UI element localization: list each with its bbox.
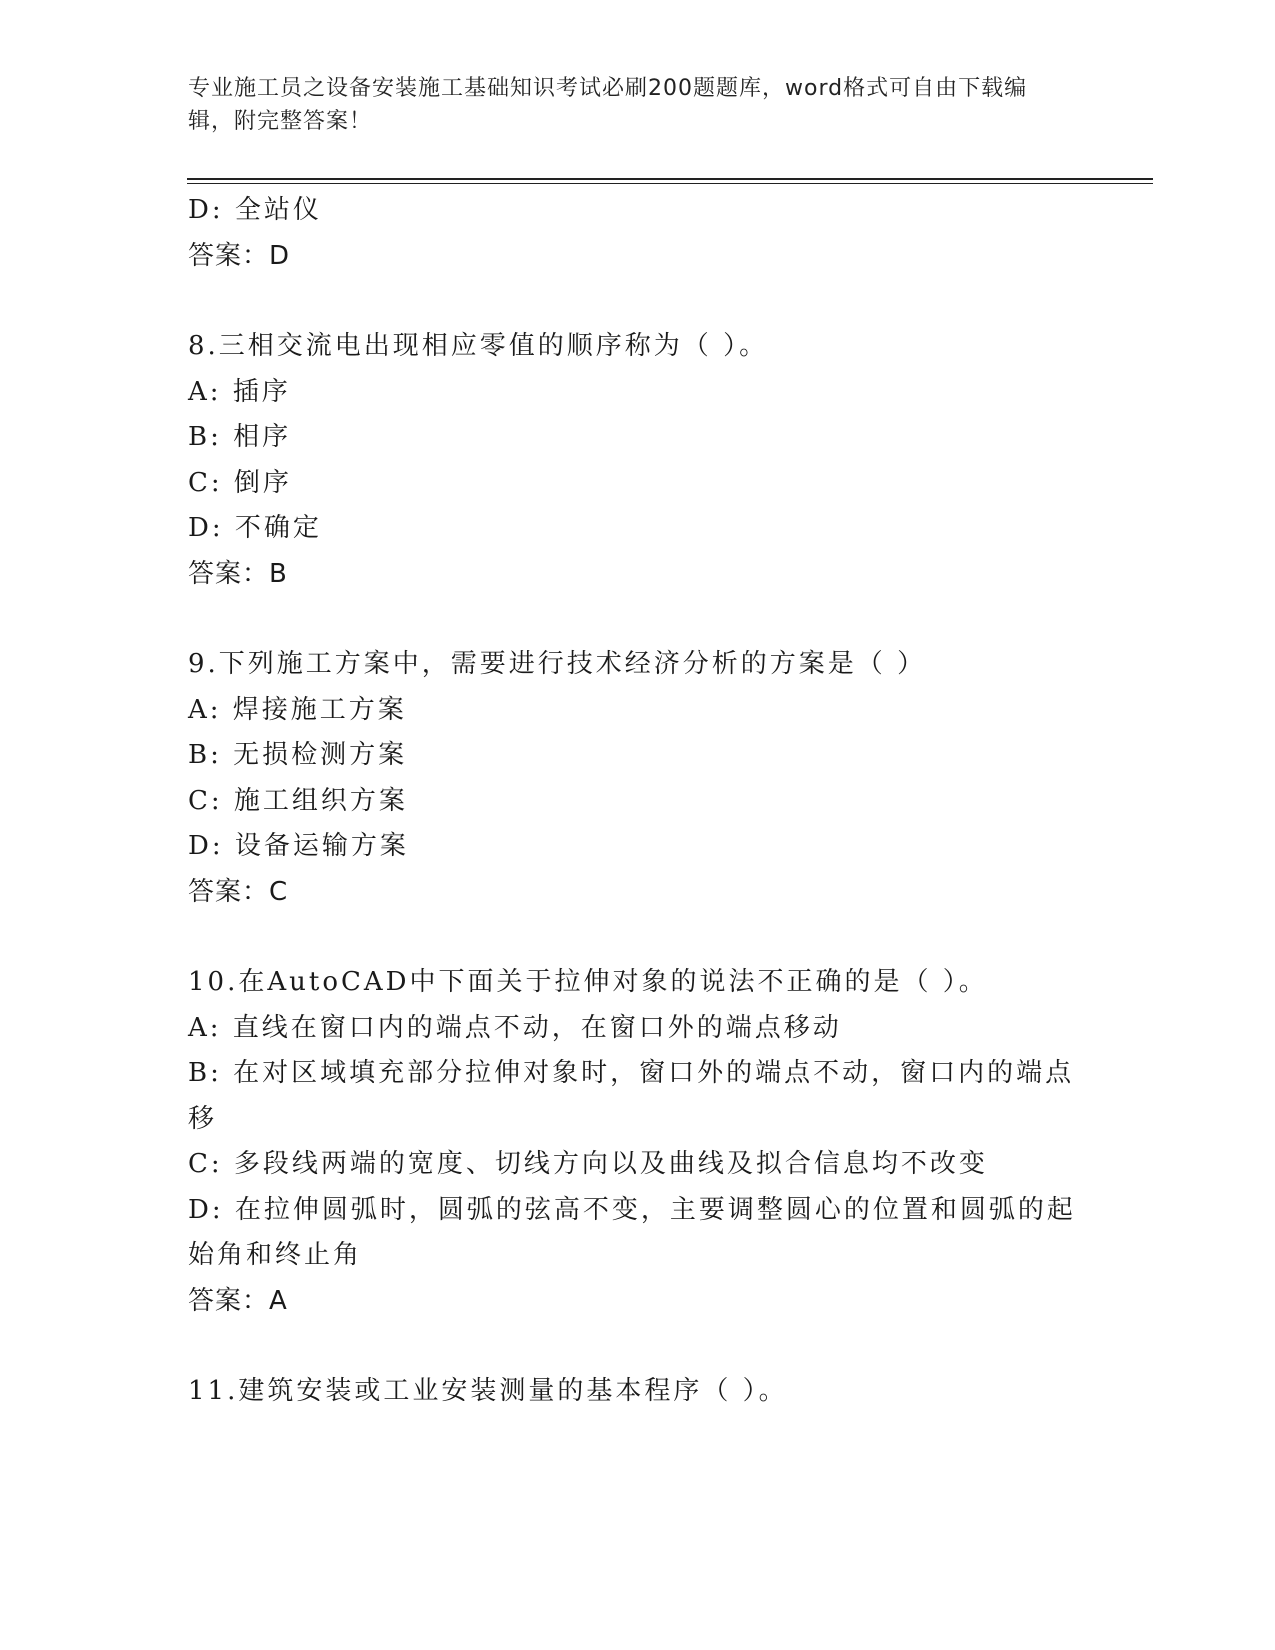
- option-b: B: 无损检测方案: [188, 740, 408, 770]
- question-stem-9: 9.下列施工方案中，需要进行技术经济分析的方案是（ ）: [188, 649, 927, 679]
- option-d: D: 在拉伸圆弧时，圆弧的弦高不变，主要调整圆心的位置和圆弧的起始角和终止角: [188, 1194, 1076, 1270]
- option-d: D: 不确定: [188, 513, 322, 543]
- header-divider: [187, 178, 1153, 180]
- option-d: D: 设备运输方案: [188, 831, 409, 861]
- option-a: A: 插序: [188, 376, 291, 407]
- answer-line: 答案：D: [188, 240, 291, 271]
- answer-line: 答案：B: [188, 558, 288, 589]
- question-stem-10: 10.在AutoCAD中下面关于拉伸对象的说法不正确的是（ ）。: [188, 967, 988, 997]
- option-b: B: 在对区域填充部分拉伸对象时，窗口外的端点不动，窗口内的端点移: [188, 1058, 1075, 1134]
- header-divider-thin: [187, 183, 1153, 184]
- spacer: [188, 1324, 1088, 1369]
- answer-line: 答案：C: [188, 876, 289, 907]
- option-c: C: 倒序: [188, 467, 292, 498]
- option-c: C: 多段线两端的宽度、切线方向以及曲线及拟合信息均不改变: [188, 1149, 988, 1179]
- option-b: B: 相序: [188, 422, 292, 452]
- option-a: A: 直线在窗口内的端点不动，在窗口外的端点移动: [188, 1012, 842, 1043]
- spacer: [188, 279, 1088, 324]
- spacer: [188, 915, 1088, 960]
- spacer: [188, 597, 1088, 642]
- question-stem-11: 11.建筑安装或工业安装测量的基本程序（ ）。: [188, 1376, 788, 1406]
- option-a: A: 焊接施工方案: [188, 694, 407, 725]
- answer-line: 答案：A: [188, 1285, 288, 1316]
- option-c: C: 施工组织方案: [188, 785, 408, 816]
- page-header-title: 专业施工员之设备安装施工基础知识考试必刷200题题库，word格式可自由下载编辑，附完整答案！: [188, 76, 1028, 134]
- question-stem-8: 8.三相交流电出现相应零值的顺序称为（ ）。: [188, 331, 769, 361]
- option-d: D: 全站仪: [188, 195, 322, 225]
- question-list: [188, 188, 1088, 1415]
